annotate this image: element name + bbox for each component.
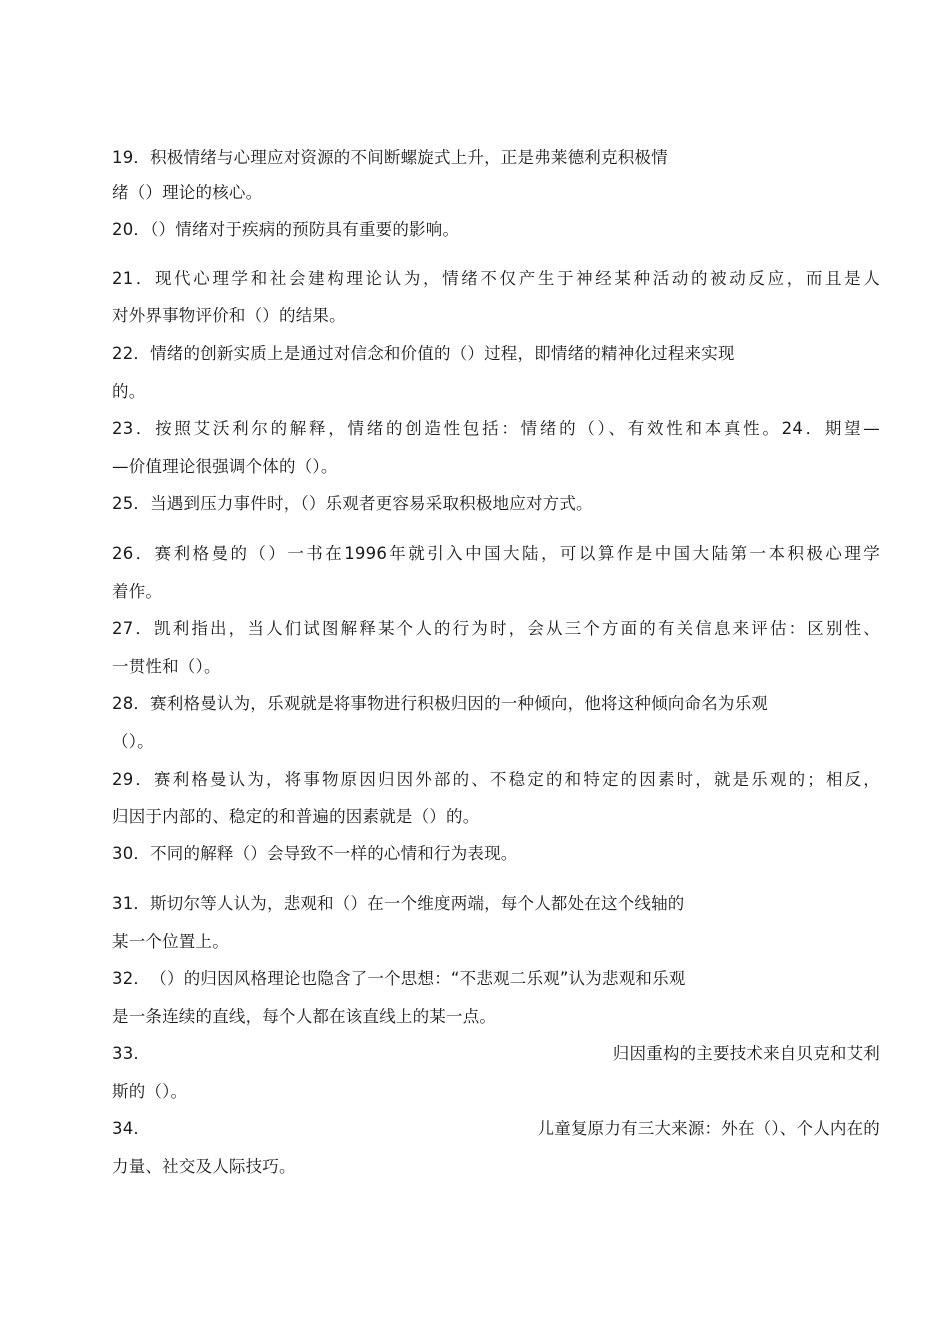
question-27-line-1: 27．凯利指出，当人们试图解释某个人的行为时，会从三个方面的有关信息来评估：区别性、 xyxy=(112,619,880,638)
question-34-text: 儿童复原力有三大来源：外在（）、个人内在的 xyxy=(537,1119,880,1138)
question-34-line-2: 力量、社交及人际技巧。 xyxy=(112,1157,296,1176)
question-33-number: 33. xyxy=(112,1044,139,1063)
question-27-line-2: 一贯性和（）。 xyxy=(112,657,221,676)
question-33-line-2: 斯的（）。 xyxy=(112,1082,188,1101)
question-33-line-1 xyxy=(112,1044,880,1064)
question-31-line-1: 31．斯切尔等人认为，悲观和（）在一个维度两端，每个人都处在这个线轴的 xyxy=(112,894,685,913)
question-32-line-1: 32． （）的归因风格理论也隐含了一个思想：“不悲观二乐观”认为悲观和乐观 xyxy=(112,969,686,988)
question-25: 25．当遇到压力事件时，（）乐观者更容易采取积极地应对方式。 xyxy=(112,494,593,513)
question-28-line-1: 28．赛利格曼认为，乐观就是将事物进行积极归因的一种倾向，他将这种倾向命名为乐观 xyxy=(112,694,768,713)
question-20: 20．（）情绪对于疾病的预防具有重要的影响。 xyxy=(112,220,460,239)
question-19-line-1: 19．积极情绪与心理应对资源的不间断螺旋式上升，正是弗莱德利克积极情 xyxy=(112,148,668,167)
question-22-line-1: 22．情绪的创新实质上是通过对信念和价值的（）过程，即情绪的精神化过程来实现 xyxy=(112,344,735,363)
question-22-line-2: 的。 xyxy=(112,382,146,401)
question-31-line-2: 某一个位置上。 xyxy=(112,932,229,951)
question-30: 30．不同的解释（）会导致不一样的心情和行为表现。 xyxy=(112,844,518,863)
question-23-24-line-1: 23．按照艾沃利尔的解释，情绪的创造性包括：情绪的（）、有效性和本真性。24．期望— xyxy=(112,419,880,438)
question-26-line-2: 着作。 xyxy=(112,582,163,601)
question-33-text: 归因重构的主要技术来自贝克和艾利 xyxy=(612,1044,880,1063)
question-21-line-2: 对外界事物评价和（）的结果。 xyxy=(112,306,346,325)
question-26-line-1: 26．赛利格曼的（）一书在1996年就引入中国大陆，可以算作是中国大陆第一本积极心理学 xyxy=(112,544,880,563)
question-21-line-1: 21．现代心理学和社会建构理论认为，情绪不仅产生于神经某种活动的被动反应，而且是人 xyxy=(112,269,880,288)
question-29-line-1: 29．赛利格曼认为，将事物原因归因外部的、不稳定的和特定的因素时，就是乐观的；相反， xyxy=(112,770,880,789)
question-24-line-2: —价值理论很强调个体的（）。 xyxy=(112,457,338,476)
question-34-line-1 xyxy=(112,1119,880,1139)
question-34-number: 34. xyxy=(112,1119,139,1138)
question-19-line-2: 绪（）理论的核心。 xyxy=(112,183,263,202)
question-32-line-2: 是一条连续的直线，每个人都在该直线上的某一点。 xyxy=(112,1007,497,1026)
question-28-line-2: （）。 xyxy=(112,732,154,751)
question-29-line-2: 归因于内部的、稳定的和普遍的因素就是（）的。 xyxy=(112,807,480,826)
